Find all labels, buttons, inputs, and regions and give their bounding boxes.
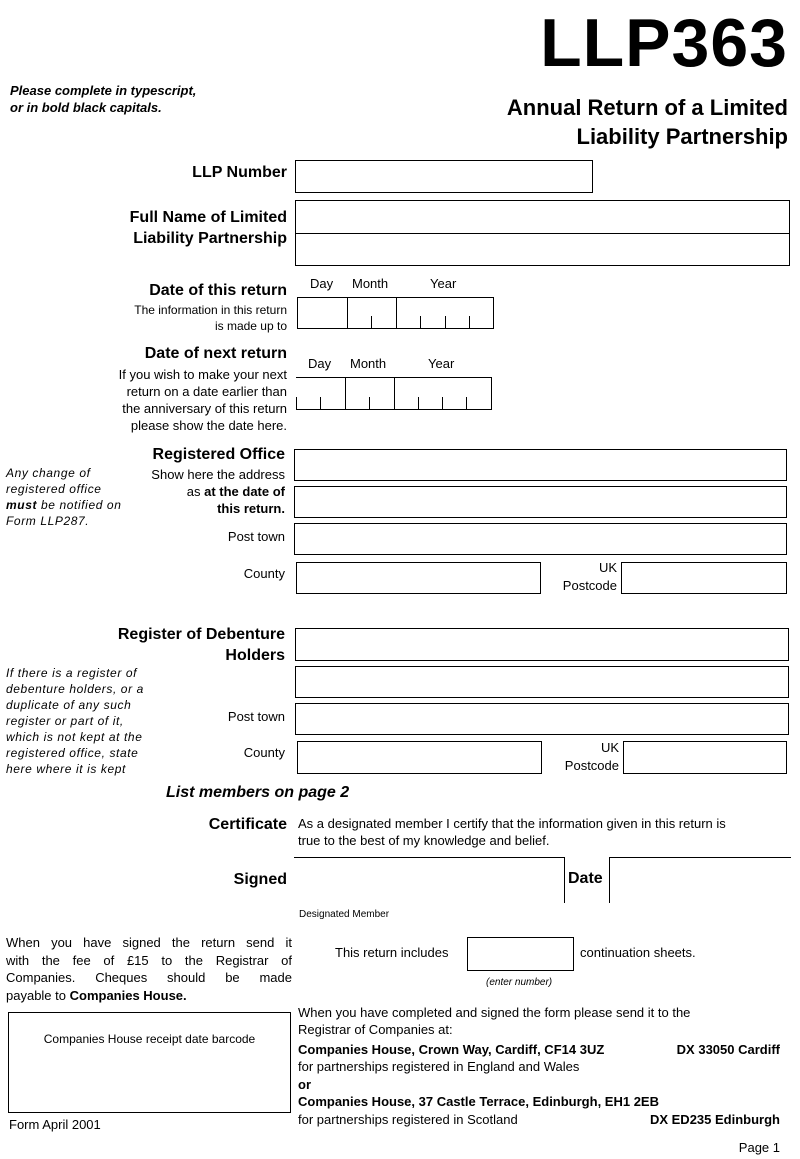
debenture-label-line-2: Holders <box>225 647 285 664</box>
next-return-help-4: please show the date here. <box>130 418 287 433</box>
registered-office-address-line-2[interactable] <box>294 486 787 518</box>
continuation-hint: (enter number) <box>486 977 553 988</box>
registered-office-help-2: as at the date of <box>186 484 285 499</box>
date-of-return-month-label: Month <box>352 276 389 291</box>
signed-label: Signed <box>233 871 287 888</box>
date-of-return-year-label: Year <box>430 276 457 291</box>
barcode-box <box>8 1012 291 1113</box>
form-title-line-2: Liability Partnership <box>576 124 788 149</box>
form-code: LLP363 <box>540 5 788 81</box>
registered-office-postcode-label-1: UK <box>598 560 617 575</box>
send-to-or: or <box>298 1077 311 1092</box>
instruction-line-2: or in bold black capitals. <box>10 100 162 115</box>
debenture-post-town-field[interactable] <box>295 703 789 735</box>
debenture-post-town-label: Post town <box>227 709 285 724</box>
fee-note: When you have signed the return send it with the fee of £15 to the Registrar of Companies. Cheques should be made payable to Companies House. <box>6 935 292 1003</box>
continuation-prefix: This return includes <box>335 945 449 960</box>
edinburgh-for: for partnerships registered in Scotland <box>298 1112 518 1127</box>
signed-date-field[interactable] <box>609 857 791 903</box>
date-of-next-return-label: Date of next return <box>144 345 287 362</box>
llp-number-label: LLP Number <box>192 164 287 181</box>
date-of-return-day-label: Day <box>310 276 334 291</box>
registered-office-label: Registered Office <box>152 446 285 463</box>
registered-office-address-line-1[interactable] <box>294 449 787 481</box>
designated-member-caption: Designated Member <box>299 909 390 920</box>
full-name-label-line-2: Liability Partnership <box>133 230 287 247</box>
send-to-line-1: When you have completed and signed the form please send it to the <box>298 1005 691 1020</box>
registered-office-postcode-field[interactable] <box>621 562 787 594</box>
registered-office-postcode-label-2: Postcode <box>562 578 617 593</box>
certificate-text-2: true to the best of my knowledge and belief. <box>298 833 550 848</box>
form-title-line-1: Annual Return of a Limited <box>506 95 788 120</box>
continuation-suffix: continuation sheets. <box>580 945 696 960</box>
debenture-postcode-label-2: Postcode <box>564 758 619 773</box>
barcode-box-caption: Companies House receipt date barcode <box>43 1032 256 1046</box>
form-date: Form April 2001 <box>9 1117 101 1132</box>
debenture-postcode-label-1: UK <box>600 740 619 755</box>
registered-office-help-3: this return. <box>217 501 285 516</box>
next-return-help-3: the anniversary of this return <box>122 401 287 416</box>
certificate-label: Certificate <box>208 816 287 833</box>
continuation-count-field[interactable] <box>467 937 574 971</box>
registered-office-county-label: County <box>243 566 285 581</box>
debenture-postcode-field[interactable] <box>623 741 787 774</box>
instruction-line-1: Please complete in typescript, <box>10 83 197 98</box>
next-return-date-field[interactable] <box>296 377 492 410</box>
debenture-county-label: County <box>243 745 285 760</box>
full-name-divider <box>296 233 789 234</box>
cardiff-for: for partnerships registered in England and Wales <box>298 1059 580 1074</box>
certificate-text-1: As a designated member I certify that the information given in this return is <box>298 816 726 831</box>
signature-field[interactable] <box>294 857 565 903</box>
debenture-side-note: If there is a register of debenture holders, or a duplicate of any such register or part of it, which is not kept at the registered office, state here where it is kept <box>6 666 144 776</box>
next-return-year-label: Year <box>428 356 455 371</box>
list-members-note: List members on page 2 <box>166 784 350 801</box>
registered-office-county-field[interactable] <box>296 562 541 594</box>
edinburgh-address: Companies House, 37 Castle Terrace, Edinburgh, EH1 2EB <box>298 1094 659 1109</box>
date-of-return-help-2: is made up to <box>214 319 287 333</box>
debenture-label-line-1: Register of Debenture <box>117 626 285 643</box>
llp-number-field[interactable] <box>295 160 593 193</box>
registered-office-post-town-field[interactable] <box>294 523 787 555</box>
date-of-return-help-1: The information in this return <box>134 303 287 317</box>
registered-office-post-town-label: Post town <box>227 529 285 544</box>
cardiff-address: Companies House, Crown Way, Cardiff, CF14 3UZ <box>298 1042 605 1057</box>
debenture-address-line-2[interactable] <box>295 666 789 698</box>
registered-office-help-1: Show here the address <box>151 467 285 482</box>
signed-date-label: Date <box>568 870 603 887</box>
next-return-help-2: return on a date earlier than <box>126 384 287 399</box>
next-return-help-1: If you wish to make your next <box>118 367 287 382</box>
page-number: Page 1 <box>738 1140 780 1155</box>
edinburgh-dx: DX ED235 Edinburgh <box>649 1112 780 1127</box>
debenture-address-line-1[interactable] <box>295 628 789 661</box>
date-of-return-label: Date of this return <box>149 282 287 299</box>
send-to-line-2: Registrar of Companies at: <box>298 1022 453 1037</box>
full-name-label-line-1: Full Name of Limited <box>129 209 287 226</box>
full-name-field[interactable] <box>295 200 790 266</box>
cardiff-dx: DX 33050 Cardiff <box>676 1042 780 1057</box>
date-of-return-field[interactable] <box>297 297 494 329</box>
debenture-county-field[interactable] <box>297 741 542 774</box>
registered-office-side-note: Any change of registered office must be notified on Form LLP287. <box>6 466 122 528</box>
next-return-month-label: Month <box>350 356 387 371</box>
next-return-day-label: Day <box>308 356 332 371</box>
